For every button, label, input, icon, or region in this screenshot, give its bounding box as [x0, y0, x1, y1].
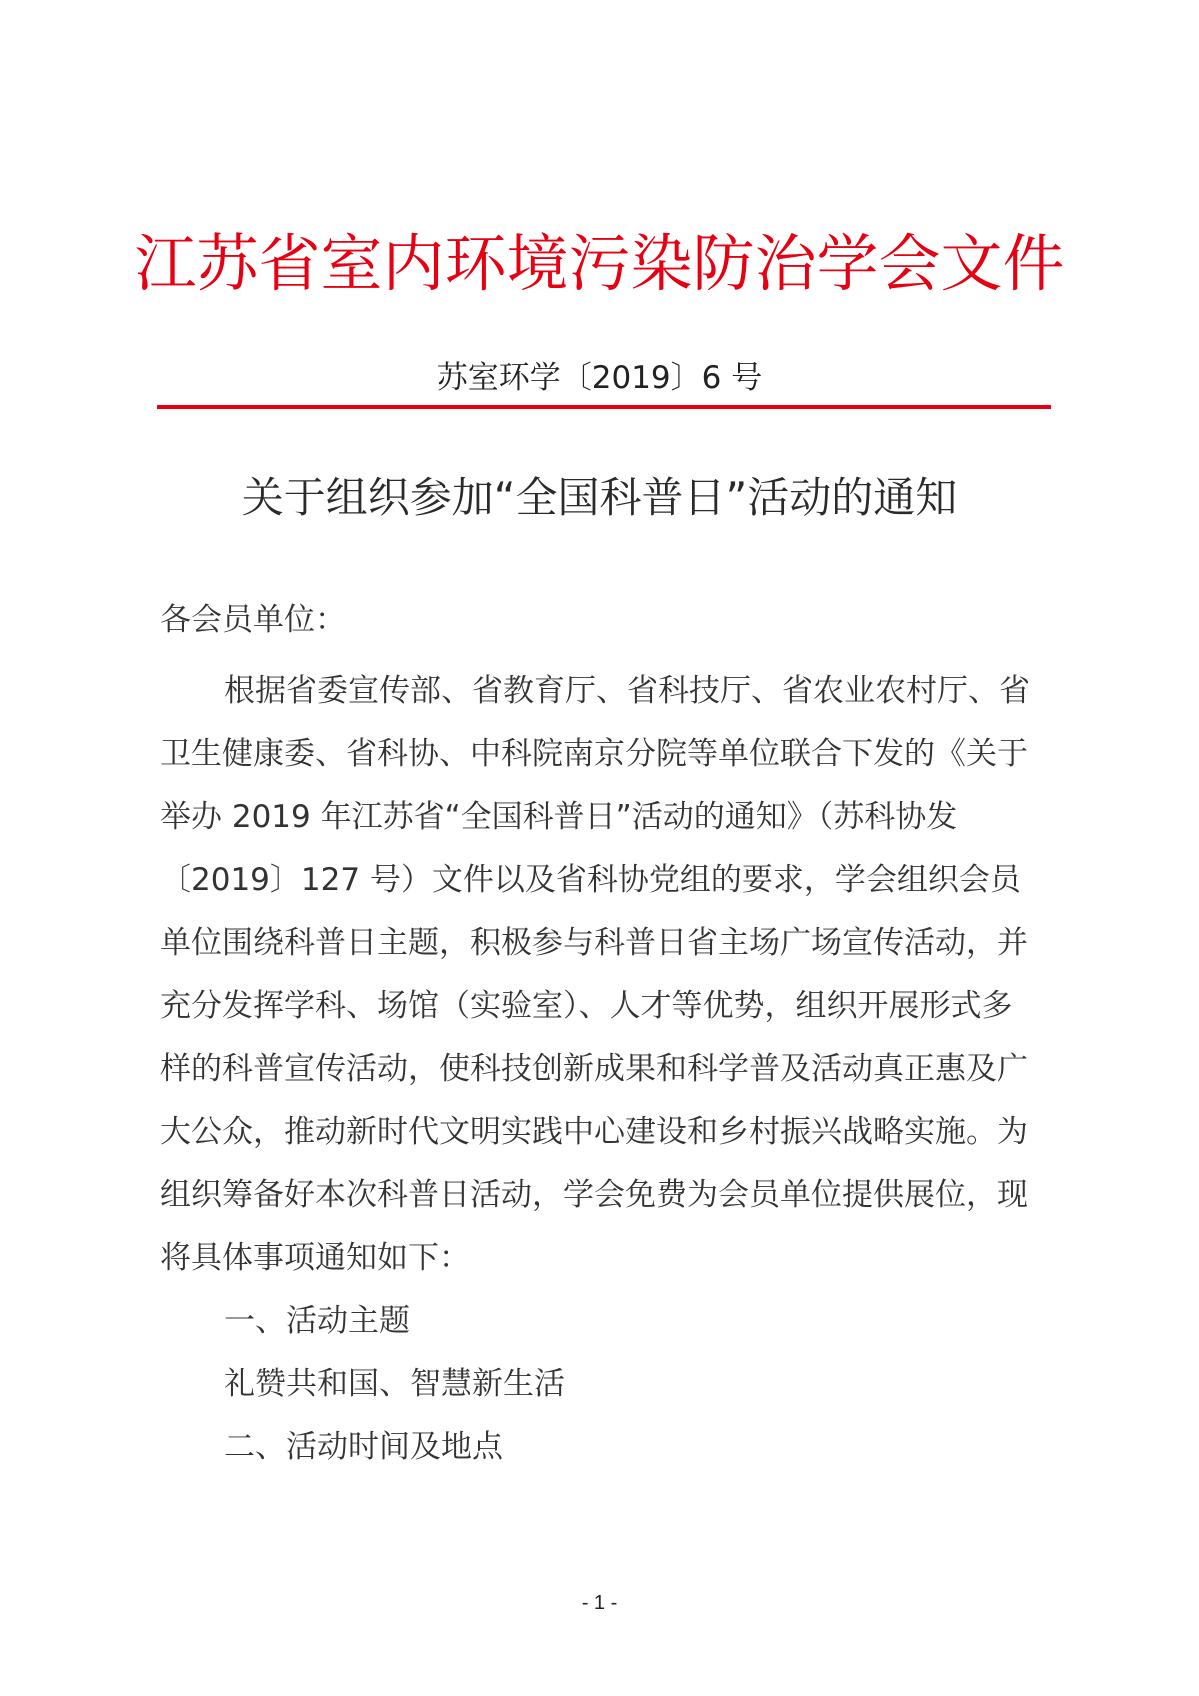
body-line: 〔2019〕127 号）文件以及省科协党组的要求，学会组织会员	[160, 862, 1021, 898]
section-1-heading: 一、活动主题	[224, 1303, 410, 1339]
body-line: 组织筹备好本次科普日活动，学会免费为会员单位提供展位，现	[160, 1177, 1028, 1213]
body-line: 样的科普宣传活动，使科技创新成果和科学普及活动真正惠及广	[160, 1051, 1028, 1087]
body-line: 充分发挥学科、场馆（实验室）、人才等优势，组织开展形式多	[160, 988, 1013, 1024]
notice-subject-title: 关于组织参加“全国科普日”活动的通知	[241, 473, 958, 522]
body-line: 卫生健康委、省科协、中科院南京分院等单位联合下发的《关于	[160, 736, 1028, 772]
page-number: - 1 -	[581, 1592, 618, 1614]
body-line: 大公众，推动新时代文明实践中心建设和乡村振兴战略实施。为	[160, 1114, 1028, 1150]
body-line: 单位围绕科普日主题，积极参与科普日省主场广场宣传活动，并	[160, 925, 1028, 961]
document-number: 苏室环学〔2019〕6 号	[436, 360, 763, 396]
section-1-content: 礼赞共和国、智慧新生活	[224, 1366, 565, 1402]
body-line: 根据省委宣传部、省教育厅、省科技厅、省农业农村厅、省	[224, 673, 1030, 709]
body-line: 举办 2019 年江苏省“全国科普日”活动的通知》（苏科协发	[160, 799, 958, 835]
organization-title: 江苏省室内环境污染防治学会文件	[134, 227, 1065, 300]
section-2-heading: 二、活动时间及地点	[224, 1429, 503, 1465]
red-divider-line	[157, 405, 1051, 409]
notice-body	[160, 660, 1060, 1479]
body-line: 将具体事项通知如下：	[160, 1240, 470, 1276]
salutation: 各会员单位：	[160, 602, 346, 638]
